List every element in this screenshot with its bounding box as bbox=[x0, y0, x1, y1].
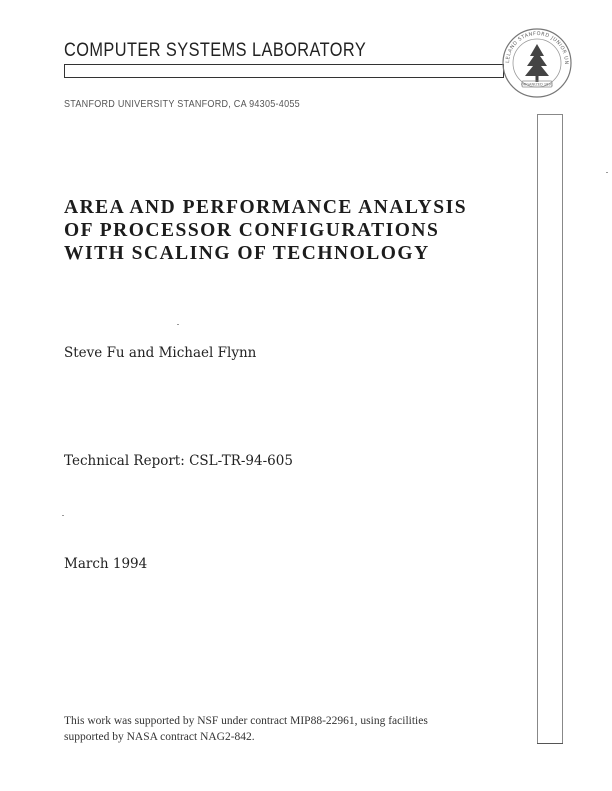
funding-acknowledgement bbox=[64, 713, 484, 745]
svg-text:ORGANIZED 1891: ORGANIZED 1891 bbox=[520, 82, 554, 87]
authors: Steve Fu and Michael Flynn bbox=[64, 345, 257, 361]
technical-report-number: Technical Report: CSL-TR-94-605 bbox=[64, 453, 293, 469]
funding-line: supported by NASA contract NAG2-842. bbox=[64, 731, 255, 743]
report-title-line: OF PROCESSOR CONFIGURATIONS bbox=[64, 220, 440, 241]
report-title-line: AREA AND PERFORMANCE ANALYSIS bbox=[64, 197, 468, 218]
svg-text:LELAND STANFORD JUNIOR UNIVERS: LELAND STANFORD JUNIOR UN bbox=[504, 30, 570, 65]
lab-name: COMPUTER SYSTEMS LABORATORY bbox=[64, 40, 367, 61]
scan-speck bbox=[177, 324, 179, 325]
side-margin-bar bbox=[537, 114, 563, 744]
university-seal-icon bbox=[500, 26, 574, 100]
header-rule-box bbox=[64, 64, 504, 78]
report-title-line: WITH SCALING OF TECHNOLOGY bbox=[64, 243, 430, 264]
report-date: March 1994 bbox=[64, 556, 148, 572]
scan-speck bbox=[62, 515, 64, 516]
side-margin-bar-foot bbox=[537, 743, 563, 744]
scan-speck bbox=[606, 172, 608, 173]
funding-line: This work was supported by NSF under contract MIP88-22961, using facilities bbox=[64, 715, 428, 727]
side-margin-bar-cap bbox=[537, 114, 563, 118]
report-title bbox=[64, 196, 467, 265]
lab-address: STANFORD UNIVERSITY STANFORD, CA 94305-4055 bbox=[64, 98, 300, 110]
